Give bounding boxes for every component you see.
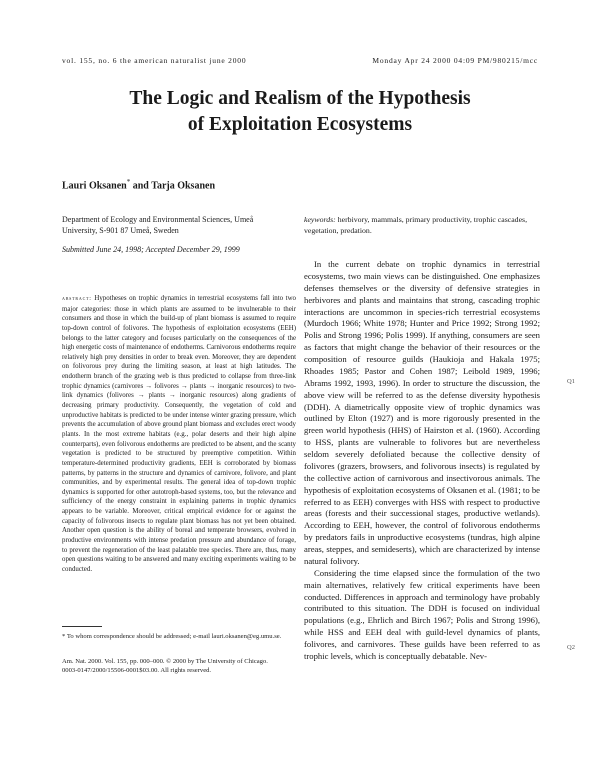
running-header-right: Monday Apr 24 2000 04:09 PM/980215/mcc — [372, 56, 538, 65]
abstract-text: Hypotheses on trophic dynamics in terrestrial ecosystems fall into two major categories: those in which plants are assumed to be invulnerable to their consumers and those in which the build-up of plant biomass is assumed to require top-down control of folivores. The hypothesis of exploitation ecosystems (EEH) belongs to the latter category and focuses particularly on the consequences of the high energetic costs of maintenance of endotherms. Carnivorous endotherms require relatively high prey densities in order to break even. Moreover, they are dependent on folivorous prey during the limiting season, at least at high latitudes. The endotherm branch of the grazing web is thus predicted to collapse from three-link trophic dynamics (carnivores → folivores → plants → inorganic resources) to two-link dynamics (folivores → plants → inorganic resources) along gradients of decreasing primary productivity. Consequently, the vegetation of cold and unproductive habitats is predicted to be under intense winter grazing pressure, which prevents the accumulation of above ground plant biomass and excludes erect woody plants. In the most extreme habitats (e.g., polar deserts and their high alpine counterparts), even folivorous endotherms are predicted to be absent, and the scanty vegetation is predicted to be structured by preemptive competition. Within temperature-determined productivity gradients, EEH is corroborated by biomass patterns, by patterns in the structure and dynamics of carnivore, folivore, and plant communities, and by experimental results. The general idea of top-down trophic dynamics is supported for other autotroph-based systems, too, but the relevance and sufficiency of the energy constraint in explaining patterns in trophic dynamics appears to be variable. Moreover, critical empirical evidence for or against the capacity of folivorous insects to regulate plant biomass has not yet been obtained. Another open question is the ability of boreal and temperate browsers, evolved in productive environments with intense predation pressure and abundance of forage, to prevent the regeneration of the least palatable tree species. There are, thus, many open questions waiting to be answered and many exciting experiments waiting to be conducted. — [62, 295, 296, 573]
margin-query-1: Q1 — [567, 378, 575, 385]
keywords-label: keywords: — [304, 215, 336, 224]
citation — [62, 657, 296, 676]
author-rest: and Tarja Oksanen — [130, 180, 216, 192]
body-text — [304, 259, 540, 663]
affiliation-line-1: Department of Ecology and Environmental Sciences, Umeå — [62, 215, 254, 224]
citation-line-2: 0003-0147/2000/15506-0001$03.00. All rights reserved. — [62, 667, 212, 675]
body-paragraph-1: In the current debate on trophic dynamics in terrestrial ecosystems, two main views can be distinguished. One emphasizes defenses themselves or the diversity of defensive strategies in herbivores and plants and maintains that strong, cascading trophic interactions are uncommon in species-rich terrestrial ecosystems (Murdoch 1966; White 1978; Hunter and Price 1992; Strong 1992; Polis and Strong 1996; Polis 1999). If anything, consumers are seen as factors that might change the behavior of their resources or the composition of resource guilds (Haukioja and Hakala 1975; Rhoades 1985; Pastor and Cohen 1987; Leibold 1989, 1996; Abrams 1992, 1993, 1996). In order to structure the discussion, the above view will be referred to as the defense diversity hypothesis (DDH). A diametrically opposite view of trophic dynamics was outlined by Elton (1927) and is more rigorously presented in the green world hypothesis (HHS) of Hairston et al. (1960). According to HSS, plants are vulnerable to folivores but are nevertheless seldom severely defoliated because the collective density of folivores (grazers, browsers, and folivorous insects) is regulated by the collective action of carnivorous and insectivorous animals. The hypothesis of exploitation ecosystems of Oksanen et al. (1981; to be referred to as EEH) converges with HSS with respect to productive areas (forests and their successional stages, productive wetlands). According to EEH, however, the control of folivorous endotherms by predators fails in unproductive ecosystems (tundras, high alpine areas, steppes, and semideserts), which are characterized by intense natural folivory. — [304, 259, 540, 566]
correspondence-footnote: * To whom correspondence should be addressed; e-mail lauri.oksanen@eg.umu.se. — [62, 633, 282, 640]
affiliation — [62, 214, 292, 236]
abstract-label: abstract: — [62, 296, 92, 302]
keywords-text: herbivory, mammals, primary productivity, trophic cascades, vegetation, predation. — [304, 215, 528, 235]
correspondence-mark: * — [126, 178, 131, 186]
authors — [62, 178, 215, 191]
body-paragraph-2: Considering the time elapsed since the formulation of the two main alternatives, relatively few critical experiments have been conducted. Differences in approach and terminology have probably contributed to this situation. The DDH is focused on individual populations (e.g., Ehrlich and Birch 1967; Polis and Strong 1996), while HSS and EEH deal with guild-level dynamics of plants, folivores, and carnivores. These guilds have been referred to as trophic levels, which is conceptually debatable. Nev- — [304, 567, 540, 661]
abstract — [62, 294, 296, 575]
citation-line-1: Am. Nat. 2000. Vol. 155, pp. 000–000. © 2000 by The University of Chicago. — [62, 658, 268, 665]
footnote-rule — [62, 626, 102, 627]
author-first: Lauri Oksanen — [62, 180, 127, 192]
title-line-1: The Logic and Realism of the Hypothesis — [129, 88, 471, 109]
article-title — [0, 86, 600, 138]
margin-query-2: Q2 — [567, 644, 575, 651]
submission-dates: Submitted June 24, 1998; Accepted December 29, 1999 — [62, 245, 240, 254]
title-line-2: of Exploitation Ecosystems — [187, 114, 413, 135]
affiliation-line-2: University, S-901 87 Umeå, Sweden — [62, 226, 179, 235]
keywords — [304, 214, 538, 236]
running-header-left: vol. 155, no. 6 the american naturalist june 2000 — [62, 56, 247, 65]
